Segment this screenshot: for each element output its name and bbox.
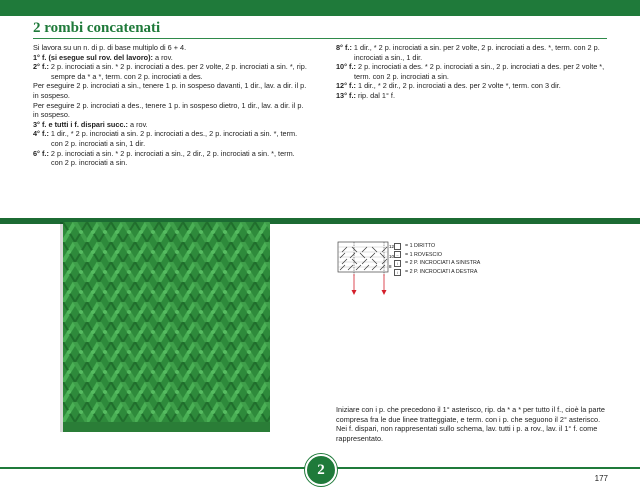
legend-label: = 2 P. INCROCIATI A DESTRA bbox=[405, 268, 478, 275]
title-rule bbox=[33, 38, 607, 39]
row-1-text: a rov. bbox=[152, 52, 173, 62]
row-13-text: rip. dal 1° f. bbox=[355, 90, 395, 100]
note-right-cross: Per eseguire 2 p. incrociati a des., tenere 1 p. in sospeso dietro, 1 dir., lav. a dir. il p. in sospeso. bbox=[33, 100, 304, 120]
row-10-text: 2 p. incrociati a des. * 2 p. incrociati a sin., 2 p. incrociati a des. per 2 volte *, term. con 2 p. incrociati a sin. bbox=[354, 62, 605, 81]
instructions-right-column bbox=[336, 43, 608, 101]
row-3-label: 3° f. e tutti i f. dispari succ.: bbox=[33, 119, 128, 129]
row-2-label: 2° f.: bbox=[33, 62, 49, 72]
row-2-instruction bbox=[33, 62, 308, 81]
row-10-instruction bbox=[336, 62, 608, 81]
note-left-cross: Per eseguire 2 p. incrociati a sin., tenere 1 p. in sospeso davanti, 1 dir., lav. a dir. il p. in sospeso. bbox=[33, 81, 307, 100]
page-title: 2 rombi concatenati bbox=[33, 20, 161, 36]
row-1-instruction bbox=[33, 53, 308, 63]
row-6-text: 2 p. incrociati a sin. * 2 p. incrociati a sin., 2 dir., 2 p. incrociati a sin. *, term. con 2 p. incrociati a sin. bbox=[48, 148, 295, 168]
chart-row-number: 12 bbox=[389, 244, 395, 249]
legend-item-left-cross bbox=[394, 259, 480, 268]
chart-legend bbox=[394, 242, 480, 276]
row-12-text: 1 dir., * 2 dir., 2 p. incrociati a des. per 2 volte *, term. con 3 dir. bbox=[355, 81, 561, 91]
row-1-label: 1° f. (si esegue sul rov. del lavoro): bbox=[33, 52, 153, 62]
chart-row-number: 8 bbox=[389, 264, 392, 269]
legend-item-purl bbox=[394, 251, 480, 260]
chart-explanation-text: Iniziare con i p. che precedono il 1° asterisco, rip. da * a * per tutto il f., cioè la parte compresa fra le due linee tratteggiate, e term. con i p. che seguono il 2° asterisco. Nei f. dispari, non rappresentati sullo schema, lav. tutti i p. a rov., lav. il 1° f. come rappresentato. bbox=[336, 405, 605, 443]
chart-explanation bbox=[336, 405, 608, 443]
row-6-label: 6° f.: bbox=[33, 148, 49, 158]
knitted-swatch-photo bbox=[63, 222, 270, 432]
top-color-bar bbox=[0, 0, 640, 16]
row-4-instruction bbox=[33, 129, 308, 148]
instructions-left-column bbox=[33, 43, 308, 168]
legend-item-right-cross bbox=[394, 268, 480, 277]
row-3-text: a rov. bbox=[127, 119, 148, 129]
row-8-label: 8° f.: bbox=[336, 43, 352, 52]
row-4-text: 1 dir., * 2 p. incrociati a sin. 2 p. incrociati a des., 2 p. incrociati a sin. *, term. con 2 p. incrociati a sin, 1 dir. bbox=[48, 129, 298, 148]
knit-symbol-icon bbox=[394, 243, 401, 250]
row-8-text: 1 dir., * 2 p. incrociati a sin. per 2 volte, 2 p. incrociati a des. *, term. con 2 p. incrociati a sin., 1 dir. bbox=[351, 43, 600, 62]
legend-label: = 1 DIRITTO bbox=[405, 243, 436, 249]
row-13-instruction bbox=[336, 91, 608, 101]
row-3-instruction bbox=[33, 120, 308, 130]
row-12-instruction bbox=[336, 81, 608, 91]
row-13-label: 13° f.: bbox=[336, 90, 356, 100]
chapter-badge: 2 bbox=[305, 454, 337, 486]
legend-label: = 1 ROVESCIO bbox=[405, 251, 442, 258]
legend-item-knit bbox=[394, 242, 480, 251]
left-cross-symbol-icon: \ bbox=[394, 260, 401, 267]
row-4-label: 4° f.: bbox=[33, 129, 49, 139]
chart-row-number: 10 bbox=[389, 254, 395, 259]
legend-label: = 2 P. INCROCIATI A SINISTRA bbox=[405, 260, 481, 267]
right-cross-symbol-icon: / bbox=[394, 269, 401, 276]
row-6-instruction bbox=[33, 149, 308, 168]
row-8-instruction bbox=[336, 43, 608, 62]
purl-symbol-icon: – bbox=[394, 251, 401, 258]
row-10-label: 10° f.: bbox=[336, 62, 356, 72]
page-number: 177 bbox=[594, 474, 608, 483]
intro-paragraph: Si lavora su un n. di p. di base multiplo di 6 + 4. bbox=[33, 43, 187, 52]
row-2-text: 2 p. incrociati a sin. * 2 p. incrociati a des. per 2 volte, 2 p. incrociati a sin. *, rip. sempre da * a *, term. con 2 p. incrociati a des. bbox=[48, 62, 307, 81]
row-12-label: 12° f.: bbox=[336, 81, 356, 91]
